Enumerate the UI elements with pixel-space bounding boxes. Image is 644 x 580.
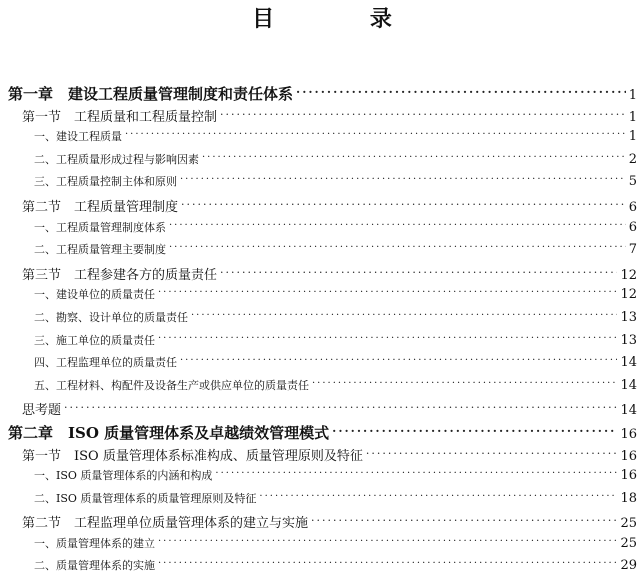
dot-leader bbox=[158, 558, 617, 569]
dot-leader bbox=[332, 423, 617, 438]
toc-item bbox=[0, 557, 644, 580]
dot-leader bbox=[125, 129, 626, 140]
dot-leader bbox=[259, 491, 617, 502]
toc-item bbox=[0, 128, 644, 151]
dot-leader bbox=[158, 287, 617, 298]
toc-chapter-1 bbox=[0, 83, 644, 106]
toc-page-number: 29 bbox=[620, 558, 637, 574]
toc-item bbox=[0, 490, 644, 513]
toc-item bbox=[0, 241, 644, 264]
toc-entry-label: 二、工程质量形成过程与影响因素 bbox=[34, 152, 199, 166]
toc-page-number: 18 bbox=[620, 490, 637, 506]
toc-section bbox=[0, 445, 644, 468]
toc-page-number: 13 bbox=[620, 332, 637, 348]
dot-leader bbox=[180, 355, 617, 366]
toc-section bbox=[0, 196, 644, 219]
page-title: 目 录 bbox=[252, 7, 436, 32]
toc-section bbox=[0, 106, 644, 129]
toc-entry-label: 一、建设单位的质量责任 bbox=[34, 288, 155, 302]
dot-leader bbox=[169, 242, 626, 253]
toc-page-number: 1 bbox=[628, 129, 637, 145]
toc-item bbox=[0, 332, 644, 355]
toc-page-number: 13 bbox=[620, 309, 637, 325]
toc-entry-label: 一、工程质量管理制度体系 bbox=[34, 220, 166, 234]
toc-item bbox=[0, 219, 644, 242]
toc-page-number: 1 bbox=[628, 88, 637, 103]
dot-leader bbox=[181, 198, 626, 211]
dot-leader bbox=[169, 220, 626, 231]
toc-item bbox=[0, 535, 644, 558]
toc-entry-label: 二、工程质量管理主要制度 bbox=[34, 243, 166, 257]
toc-item bbox=[0, 354, 644, 377]
toc-entry-label: 四、工程监理单位的质量责任 bbox=[34, 356, 177, 370]
toc-section bbox=[0, 264, 644, 287]
dot-leader bbox=[312, 378, 617, 389]
toc-item bbox=[0, 467, 644, 490]
toc-chapter-2 bbox=[0, 422, 644, 445]
toc-page-number: 16 bbox=[620, 426, 637, 442]
toc-entry-label: 第一章 建设工程质量管理制度和责任体系 bbox=[8, 85, 294, 103]
dot-leader bbox=[220, 108, 626, 121]
toc-entry-label: 第二节 工程监理单位质量管理体系的建立与实施 bbox=[22, 516, 309, 532]
dot-leader bbox=[158, 333, 617, 344]
toc-entry-label: 二、勘察、设计单位的质量责任 bbox=[34, 310, 188, 324]
toc-page-number: 16 bbox=[620, 468, 637, 484]
toc-entry-label: 二、质量管理体系的实施 bbox=[34, 559, 155, 573]
dot-leader bbox=[191, 310, 617, 321]
dot-leader bbox=[180, 174, 626, 185]
dot-leader bbox=[215, 468, 617, 479]
toc-list bbox=[0, 83, 644, 580]
toc-page-number: 14 bbox=[620, 377, 637, 393]
toc-page-number: 2 bbox=[628, 151, 637, 167]
toc-entry-label: 一、建设工程质量 bbox=[34, 130, 122, 144]
toc-page-number: 1 bbox=[628, 109, 637, 125]
dot-leader bbox=[311, 514, 617, 527]
toc-entry-label: 一、ISO 质量管理体系的内涵和构成 bbox=[34, 469, 213, 483]
toc-page-number: 6 bbox=[628, 199, 637, 215]
toc-entry-label: 思考题 bbox=[22, 403, 62, 419]
toc-entry-label: 第二节 工程质量管理制度 bbox=[22, 199, 179, 215]
toc-entry-label: 第一节 ISO 质量管理体系标准构成、质量管理原则及特征 bbox=[22, 448, 363, 464]
dot-leader bbox=[64, 401, 617, 414]
toc-item bbox=[0, 309, 644, 332]
dot-leader bbox=[366, 447, 618, 460]
dot-leader bbox=[202, 152, 626, 163]
toc-entry-label: 第三节 工程参建各方的质量责任 bbox=[22, 267, 218, 283]
toc-page-number: 6 bbox=[628, 219, 637, 235]
toc-item bbox=[0, 286, 644, 309]
dot-leader bbox=[158, 536, 617, 547]
toc-entry-label: 第二章 ISO 质量管理体系及卓越绩效管理模式 bbox=[8, 423, 330, 442]
toc-page-number: 5 bbox=[628, 174, 637, 190]
toc-page-number: 14 bbox=[620, 403, 637, 419]
toc-entry-label: 三、施工单位的质量责任 bbox=[34, 333, 155, 347]
toc-item bbox=[0, 173, 644, 196]
dot-leader bbox=[296, 84, 626, 99]
toc-page-number: 25 bbox=[620, 535, 637, 551]
toc-questions bbox=[0, 399, 644, 422]
toc-page-number: 16 bbox=[620, 448, 637, 464]
dot-leader bbox=[220, 266, 617, 279]
toc-page-number: 14 bbox=[620, 355, 637, 371]
toc-entry-label: 二、ISO 质量管理体系的质量管理原则及特征 bbox=[34, 491, 257, 505]
toc-entry-label: 一、质量管理体系的建立 bbox=[34, 536, 155, 550]
toc-page-number: 12 bbox=[620, 287, 637, 303]
toc-section bbox=[0, 512, 644, 535]
toc-entry-label: 五、工程材料、构配件及设备生产或供应单位的质量责任 bbox=[34, 378, 309, 392]
toc-item bbox=[0, 377, 644, 400]
toc-page-number: 25 bbox=[620, 516, 637, 532]
toc-page-number: 12 bbox=[620, 267, 637, 283]
toc-entry-label: 第一节 工程质量和工程质量控制 bbox=[22, 109, 218, 125]
toc-entry-label: 三、工程质量控制主体和原则 bbox=[34, 175, 177, 189]
toc-page-number: 7 bbox=[628, 242, 637, 258]
toc-item bbox=[0, 151, 644, 174]
